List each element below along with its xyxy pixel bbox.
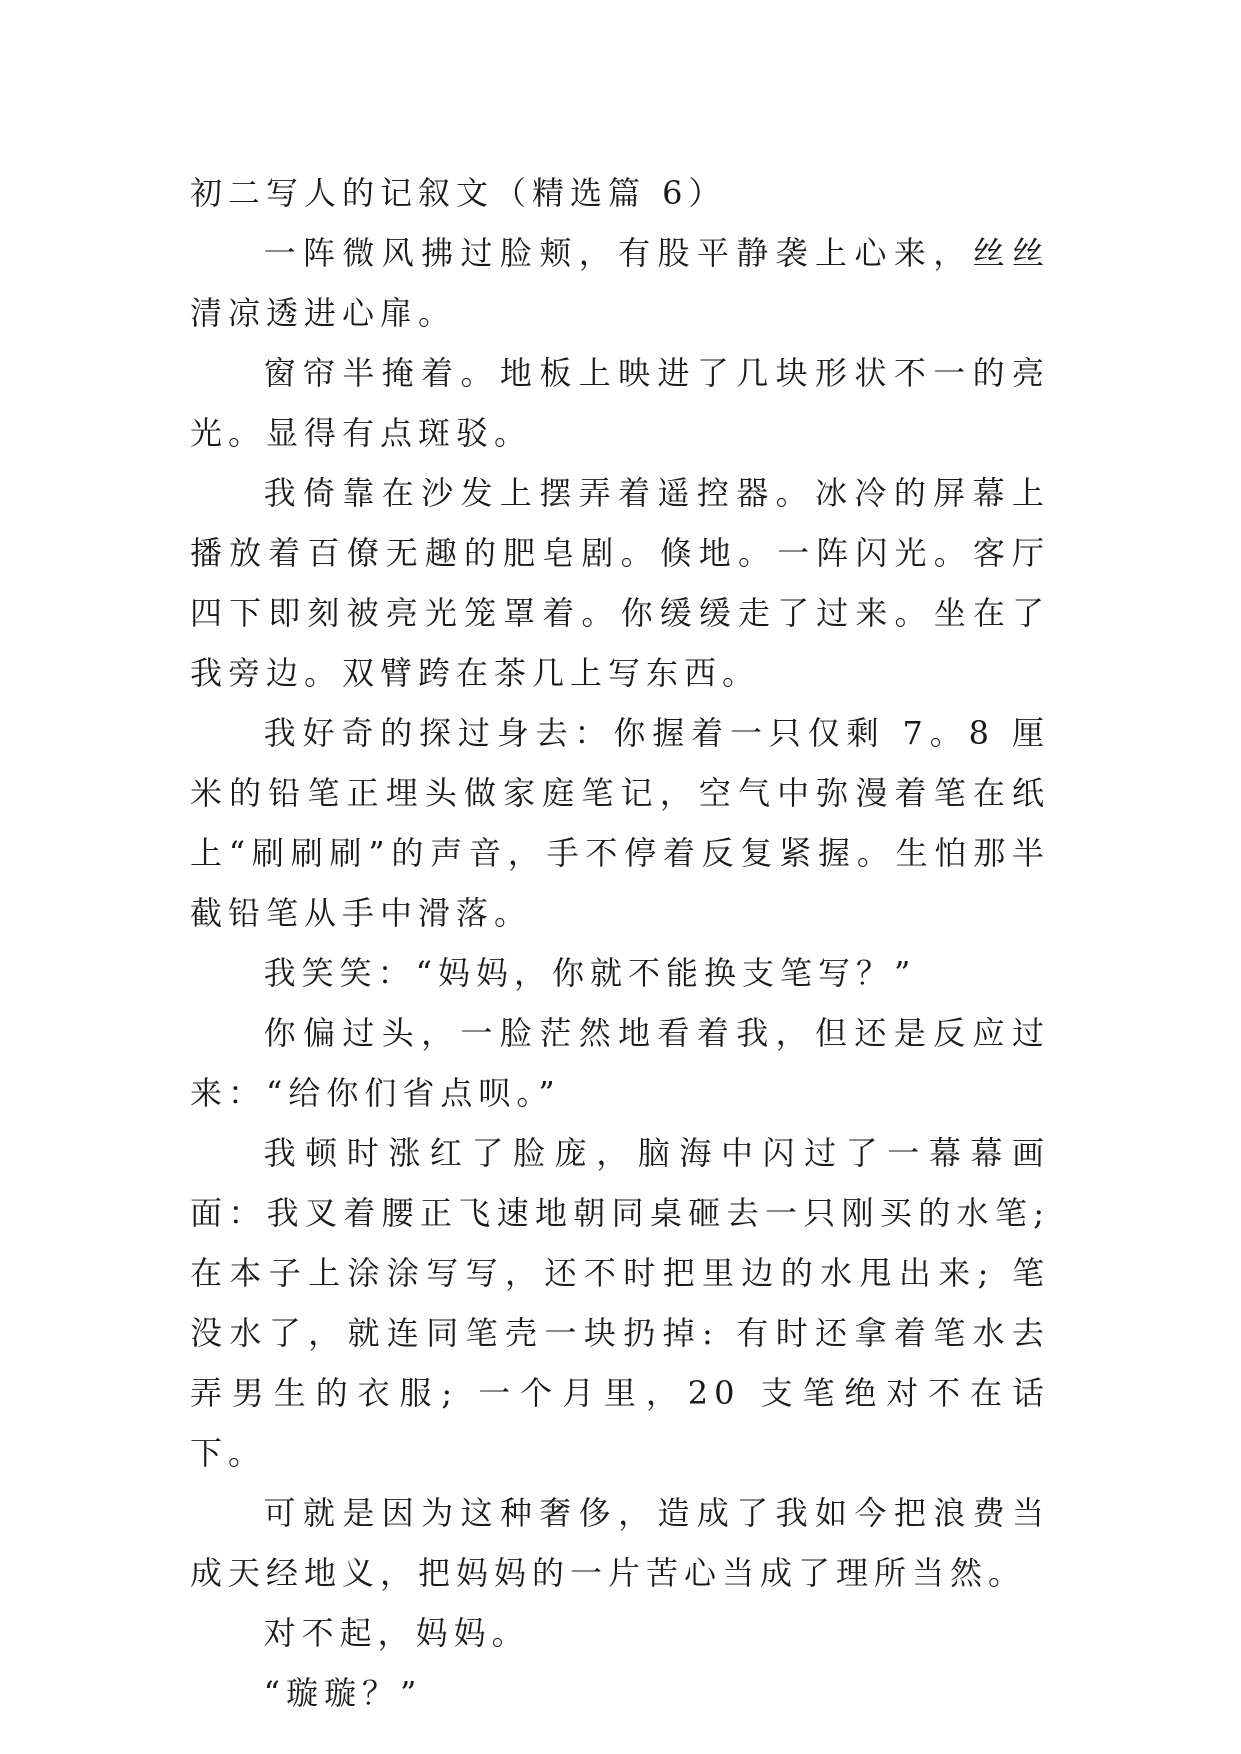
paragraph: 对不起，妈妈。: [263, 1614, 530, 1652]
paragraph: “璇璇？”: [263, 1674, 423, 1712]
paragraph: 我顿时涨红了脸庞，脑海中闪过了一幕幕画面：我叉着腰正飞速地朝同桌砸去一只刚买的水笔; 在本子上涂涂写写，还不时把里边的水甩出来; 笔没水了，就连同笔壳一块扔掉: 有时还拿着笔水去弄男生的衣服; 一个月里，20 支笔绝对不在话下。: [190, 1134, 1050, 1472]
paragraph: 我倚靠在沙发上摆弄着遥控器。冰冷的屏幕上播放着百僚无趣的肥皂剧。倏地。一阵闪光。客厅四下即刻被亮光笼罩着。你缓缓走了过来。坐在了我旁边。双臂跨在茶几上写东西。: [190, 474, 1050, 692]
document-body: [190, 163, 1050, 1723]
paragraph: 你偏过头，一脸茫然地看着我，但还是反应过来：“给你们省点呗。”: [190, 1014, 1050, 1112]
paragraph: 我笑笑：“妈妈，你就不能换支笔写？”: [263, 954, 917, 992]
document-title: 初二写人的记叙文（精选篇 6）: [190, 174, 727, 212]
paragraph: 窗帘半掩着。地板上映进了几块形状不一的亮光。显得有点斑驳。: [190, 354, 1050, 452]
paragraph: 我好奇的探过身去：你握着一只仅剩 7。8 厘米的铅笔正埋头做家庭笔记，空气中弥漫着笔在纸上“刷刷刷”的声音，手不停着反复紧握。生怕那半截铅笔从手中滑落。: [190, 714, 1050, 932]
paragraph: 一阵微风拂过脸颊，有股平静袭上心来，丝丝清凉透进心扉。: [190, 234, 1050, 332]
paragraph: 可就是因为这种奢侈，造成了我如今把浪费当成天经地义，把妈妈的一片苦心当成了理所当然。: [190, 1494, 1050, 1592]
